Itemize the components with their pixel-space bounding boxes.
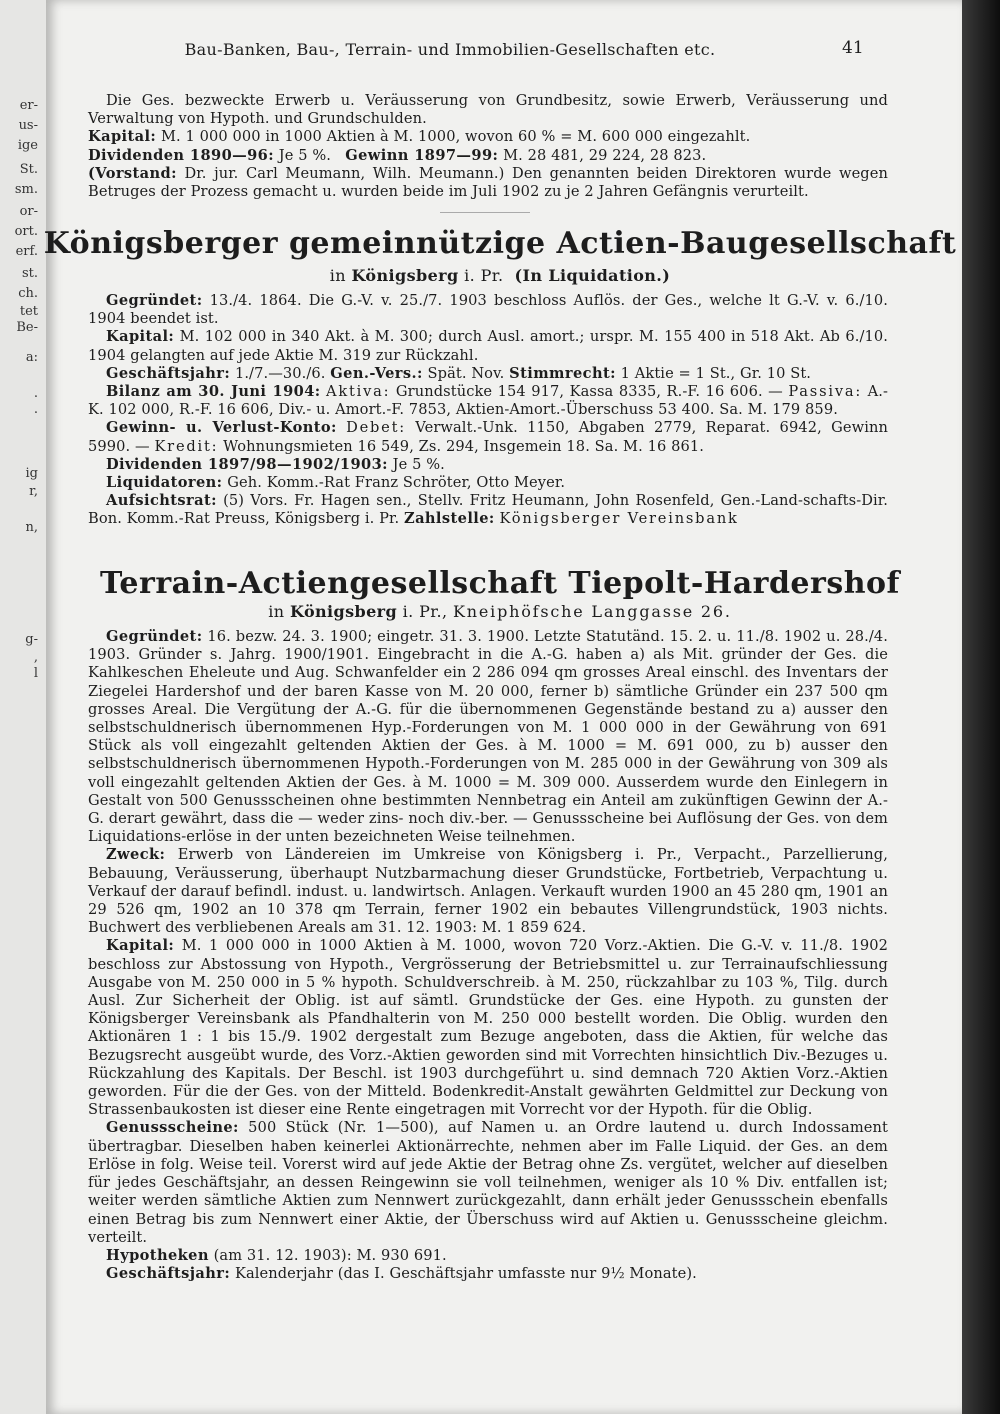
margin-fragment: ch. <box>18 286 38 301</box>
field-text: M. 1 000 000 in 1000 Aktien à M. 1000, wovon 60 % = M. 600 000 eingezahlt. <box>160 128 751 146</box>
field-text: Erwerb von Ländereien im Umkreise von Königsberg i. Pr., Verpacht., Parzellierung, Bebauung, Veräusserung, überhaupt Nutzbarmachung dieser Grundstücke, Fortbetrieb, Verpachtung u. Verkauf der darauf befindl. indust. u. landwirtsch. Anlagen. Verkauft wurden 1900 an 45 280 qm, 1901 an 29 526 qm, 1902 an 10 378 qm Terrain, ferner 1902 ein bebautes Villengrundstück, 1903 nichts. Buchwert des verbliebenen Areals am 31. 12. 1903: M. 1 859 624. <box>88 846 888 937</box>
field-label: Hypotheken <box>106 1246 209 1264</box>
right-page-edge <box>962 0 1000 1414</box>
field-label: Gegründet: <box>106 292 203 309</box>
field-label: Gen.-Vers.: <box>330 364 423 382</box>
field-text: 1 Aktie = 1 St., Gr. 10 St. <box>620 364 812 382</box>
field-text: 1./7.—30./6. <box>234 364 326 382</box>
field-label: Zweck: <box>106 846 166 864</box>
aktiva-word: Aktiva: <box>326 383 391 401</box>
company-title: Terrain-Actiengesellschaft Tiepolt-Hardershof <box>100 566 900 601</box>
field-text: Kalenderjahr (das I. Geschäftsjahr umfasste nur 9½ Monate). <box>234 1265 697 1283</box>
field-label: Zahlstelle: <box>404 510 495 528</box>
margin-fragment: l <box>33 666 38 681</box>
capital-line <box>88 328 888 364</box>
supervisory-board-line <box>88 492 888 528</box>
left-page-edge <box>0 0 46 1414</box>
margin-fragment: a: <box>25 350 38 365</box>
margin-fragment: St. <box>19 162 38 177</box>
capital-paragraph <box>88 937 888 1119</box>
field-label: Kapital: <box>106 328 175 346</box>
subtitle-status: (In Liquidation.) <box>514 266 671 285</box>
subtitle-street: Kneiphöfsche Langgasse 26. <box>453 602 732 621</box>
page-number: 41 <box>842 38 864 58</box>
field-label: (Vorstand: <box>88 164 177 182</box>
entry-continuation <box>88 92 888 201</box>
entry-tiepolt-hardershof <box>88 628 888 1283</box>
fiscal-line <box>88 1265 888 1283</box>
field-text: (5) Vors. Fr. Hagen sen., Stellv. Fritz Heumann, John Rosenfeld, Gen.-Land-schafts-Dir. Bon. Komm.-Rat Preuss, Königsberg i. Pr. <box>88 492 888 528</box>
profit-loss-line <box>88 419 888 455</box>
mortgages-line <box>88 1247 888 1265</box>
subtitle-city: Königsberg <box>351 266 459 285</box>
company-title: Königsberger gemeinnützige Actien-Baugesellschaft <box>43 226 957 261</box>
field-text: 16. bezw. 24. 3. 1900; eingetr. 31. 3. 1900. Letzte Statutänd. 15. 2. u. 11./8. 1902 u. 28./4. 1903. Gründer s. Jahrg. 1900/1901. Eingebracht in die A.-G. haben a) als Mit. gründer der Ges. die Kahlkeschen Eheleute und Aug. Schwanfelder ein 2 286 094 qm grosses Areal einschl. des Inventars der Ziegelei Hardershof und der baren Kasse von M. 20 000, ferner b) sämtliche Gründer ein 237 500 qm grosses Areal. Die Vergütung der A.-G. für die übernommenen Gegenstände bestand zu a) ausser den selbstschuldnerisch übernommenen Hyp.-Forderungen von M. 1 000 000 in der Gewährung von 691 Stück als voll eingezahlt geltenden Aktien der Ges. à M. 1000 = M. 691 000, zu b) ausser den selbstschuldnerisch übernommenen Hypoth.-Forderungen von M. 285 000 in der Gewährung von 309 als voll eingezahlt geltenden Aktien der Ges. à M. 1000 = M. 309 000. Ausserdem wurde den Einlegern in Gestalt von 500 Genussscheinen ohne bestimmten Nennbetrag ein Anteil am zukünftigen Gewinn der A.-G. derart gewährt, dass die — weder zins- noch div.-ber. — Genussscheine bei Auflösung der Ges. von dem Liquidations-erlöse in der unten bezeichneten Weise teilnehmen. <box>88 628 888 846</box>
margin-fragment: g- <box>25 632 38 647</box>
field-label: Stimmrecht: <box>509 364 616 382</box>
subtitle-city: Königsberg <box>289 602 398 621</box>
running-title: Bau-Banken, Bau-, Terrain- und Immobilien-Gesellschaften etc. <box>184 40 716 59</box>
margin-fragment: ige <box>17 138 38 153</box>
field-label: Bilanz am 30. Juni 1904: <box>106 383 321 401</box>
margin-fragment: erf. <box>15 244 38 259</box>
field-label: Gewinn 1897—99: <box>345 146 499 164</box>
field-text: M. 28 481, 29 224, 28 823. <box>503 146 707 164</box>
dividend-line <box>88 147 888 165</box>
field-text: 500 Stück (Nr. 1—500), auf Namen u. an Ordre lautend u. durch Indossament übertragbar. Dieselben haben keinerlei Aktionärrechte, nehmen aber im Falle Liquid. der Ges. an dem Erlöse in folg. Weise teil. Vorerst wird auf jede Aktie der Betrag ohne Zs. vergütet, welcher auf dieselben für jedes Geschäftsjahr, an dessen Reingewinn sie voll teilnehmen, weniger als 10 % Div. entfallen ist; weiter werden sämtliche Aktien zum Nennwert zurückgezahlt, dann erhält jeder Genussschein ebenfalls einen Betrag bis zum Nennwert einer Aktie, der Überschuss wird auf Aktien u. Genussscheine gleichm. verteilt. <box>88 1119 888 1246</box>
purpose-paragraph <box>88 846 888 937</box>
field-text: Grundstücke 154 917, Kassa 8335, R.-F. 16 606. — <box>395 383 783 401</box>
field-text: (am 31. 12. 1903): M. 930 691. <box>213 1246 447 1264</box>
field-label: Geschäftsjahr: <box>106 1265 231 1283</box>
field-text: Je 5 %. <box>392 455 445 473</box>
field-text: Geh. Komm.-Rat Franz Schröter, Otto Meyer. <box>227 474 566 492</box>
margin-fragment: , <box>33 650 38 665</box>
margin-fragment: st. <box>21 266 38 281</box>
subtitle-in: in <box>268 602 285 621</box>
field-label: Gewinn- u. Verlust-Konto: <box>106 419 337 437</box>
field-label: Genussscheine: <box>106 1119 239 1137</box>
founded-line <box>88 292 888 328</box>
field-text: Königsberger Vereinsbank <box>499 510 739 528</box>
company-subtitle <box>0 602 1000 621</box>
dividend-line <box>88 456 888 474</box>
field-text: Je 5 %. <box>278 146 332 164</box>
passiva-word: Passiva: <box>788 383 863 401</box>
purpose-paragraph: Die Ges. bezweckte Erwerb u. Veräusserung von Grundbesitz, sowie Erwerb, Veräusserung und Verwaltung von Hypoth. und Grundschulden. <box>88 92 888 128</box>
margin-fragment: us- <box>18 118 38 133</box>
field-text: Wohnungsmieten 16 549, Zs. 294, Insgemein 18. Sa. M. 16 861. <box>223 437 704 455</box>
margin-fragment: . <box>33 402 38 417</box>
fiscal-line <box>88 365 888 383</box>
margin-fragment: . <box>33 386 38 401</box>
field-text: Spät. Nov. <box>427 364 505 382</box>
margin-fragment: n, <box>25 520 38 535</box>
margin-fragment: er- <box>19 98 38 113</box>
margin-fragment: or- <box>19 204 38 219</box>
capital-line <box>88 128 888 146</box>
field-text: Verwalt.-Unk. 1150, Abgaben 2779, Reparat. 6942, Gewinn 5990. — <box>88 419 888 455</box>
field-text: Dr. jur. Carl Meumann, Wilh. Meumann.) Den genannten beiden Direktoren wurde wegen Betruges der Prozess gemacht u. wurden beide im Juli 1902 zu je 2 Jahren Gefängnis verurteilt. <box>88 164 888 201</box>
field-label: Gegründet: <box>106 628 203 645</box>
debet-word: Debet: <box>346 419 406 437</box>
balance-line <box>88 383 888 419</box>
margin-fragment: sm. <box>14 182 38 197</box>
field-label: Kapital: <box>106 937 175 955</box>
entry-koenigsberger <box>88 292 888 529</box>
margin-fragment: ig <box>25 466 38 481</box>
board-line <box>88 165 888 201</box>
subtitle-region: i. Pr., <box>402 602 448 621</box>
margin-fragment: r, <box>29 484 38 499</box>
field-label: Geschäftsjahr: <box>106 364 231 382</box>
field-text: M. 1 000 000 in 1000 Aktien à M. 1000, wovon 720 Vorz.-Aktien. Die G.-V. v. 11./8. 1902 beschloss zur Abstossung von Hypoth., Vergrösserung der Betriebsmittel u. zur Terrainaufschliessung Ausgabe von M. 250 000 in 5 % hypoth. Schuldverschreib. à M. 250, rückzahlbar zu 103 %, Tilg. durch Ausl. Zur Sicherheit der Oblig. ist auf sämtl. Grundstücke der Ges. eine Hypoth. zu gunsten der Königsberger Vereinsbank als Pfandhalterin von M. 250 000 bestellt worden. Die Oblig. wurden den Aktionären 1 : 1 bis 15./9. 1902 dergestalt zum Bezuge angeboten, dass die Aktien, für welche das Bezugsrecht ausgeübt wurde, des Vorz.-Aktien geworden sind mit Vorrechten hinsichtlich Div.-Bezuges u. Rückzahlung des Kapitals. Der Beschl. ist 1903 durchgeführt u. sind demnach 720 Aktien Vorz.-Aktien geworden. Für die der Ges. von der Mitteld. Bodenkredit-Anstalt gewährten Geldmittel zur Deckung von Strassenbaukosten ist dieser eine Rente eingetragen mit Vorrecht vor der Hypoth. für die Oblig. <box>88 937 888 1119</box>
kredit-word: Kredit: <box>154 437 219 455</box>
subtitle-region: i. Pr. <box>464 266 504 285</box>
profit-certificates-paragraph <box>88 1119 888 1246</box>
margin-fragment: tet <box>19 304 38 319</box>
field-label: Aufsichtsrat: <box>106 492 217 510</box>
margin-fragment: ort. <box>14 224 38 239</box>
company-subtitle <box>0 266 1000 285</box>
field-label: Dividenden 1890—96: <box>88 146 275 164</box>
field-text: M. 102 000 in 340 Akt. à M. 300; durch Ausl. amort.; urspr. M. 155 400 in 518 Akt. Ab 6./10. 1904 gelangten auf jede Aktie M. 319 zur Rückzahl. <box>88 328 888 364</box>
subtitle-in: in <box>329 266 346 285</box>
margin-fragment: Be- <box>16 320 38 335</box>
founded-paragraph <box>88 628 888 846</box>
field-text: A.-K. 102 000, R.-F. 16 606, Div.- u. Amort.-F. 7853, Aktien-Amort.-Überschuss 53 400. Sa. M. 179 859. <box>88 383 888 419</box>
separator-rule <box>440 212 530 213</box>
field-label: Dividenden 1897/98—1902/1903: <box>106 455 388 473</box>
field-label: Liquidatoren: <box>106 474 223 492</box>
field-text: 13./4. 1864. Die G.-V. v. 25./7. 1903 beschloss Auflös. der Ges., welche lt G.-V. v. 6./10. 1904 beendet ist. <box>88 292 888 328</box>
field-label: Kapital: <box>88 128 157 146</box>
liquidators-line <box>88 474 888 492</box>
